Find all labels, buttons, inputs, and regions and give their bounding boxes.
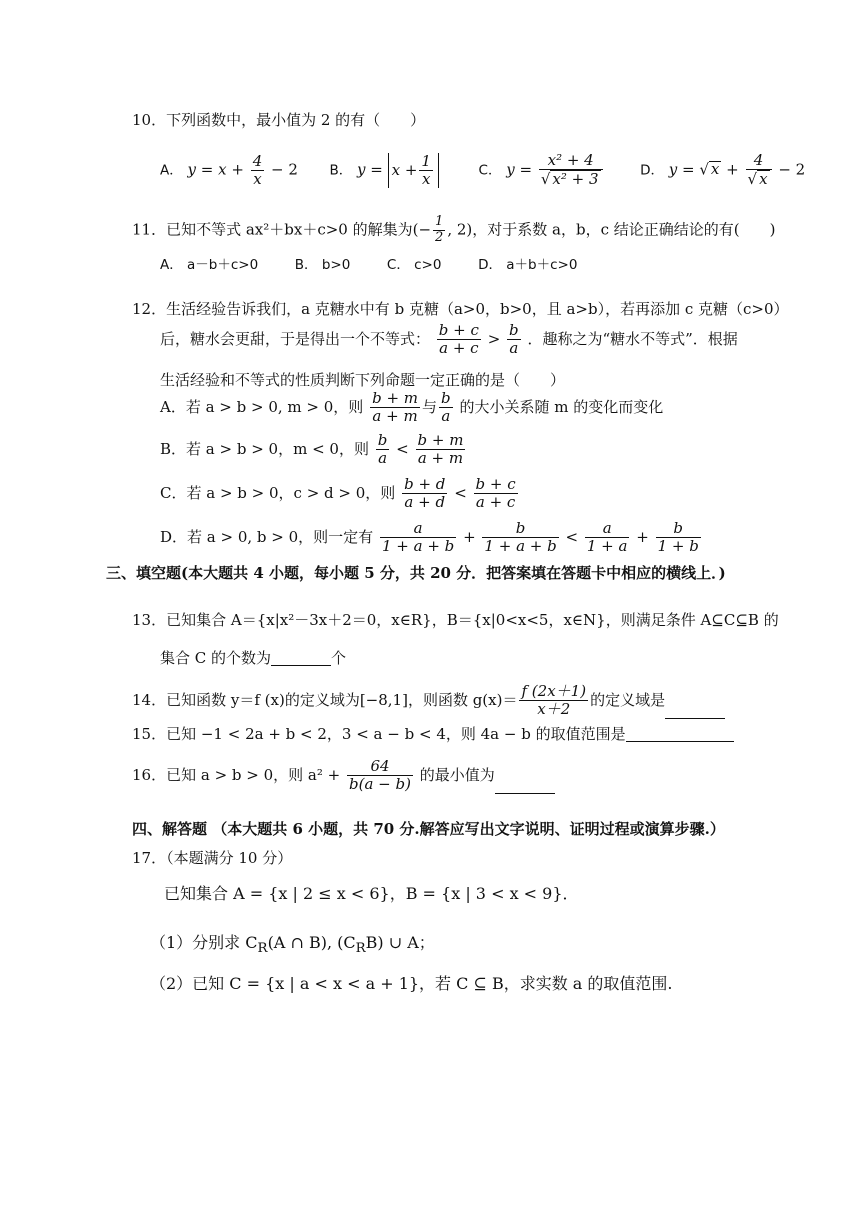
frac-den: x＋2 bbox=[519, 700, 588, 718]
frac-num: a bbox=[602, 519, 612, 537]
q12-option-a bbox=[160, 390, 663, 426]
frac-num: b + c bbox=[438, 321, 479, 339]
q13-line2-b: 个 bbox=[331, 649, 347, 667]
q10-option-b-label: B． bbox=[329, 162, 353, 179]
sqrt-icon: √ bbox=[699, 160, 709, 179]
q16-answer-blank[interactable] bbox=[495, 779, 555, 794]
q10-d-fraction bbox=[746, 152, 772, 189]
q11-stem-a: 11．已知不等式 ax²＋bx＋c>0 的解集为(− bbox=[132, 220, 432, 239]
q12-d-lt: < bbox=[565, 527, 579, 546]
q12-d-plus2: + bbox=[636, 527, 649, 546]
q10-option-a-label: A． bbox=[160, 162, 183, 179]
frac-den: 1 + a + b bbox=[381, 537, 455, 556]
q14-text-b: 的定义域是 bbox=[590, 690, 666, 709]
q12-sugar-frac1 bbox=[437, 322, 481, 358]
q12-b-frac2 bbox=[416, 432, 466, 468]
q11-option-b: B． b>0 bbox=[294, 257, 351, 273]
q10-stem: 10．下列函数中，最小值为 2 的有（ ） bbox=[132, 111, 426, 129]
q12-c-text: C．若 a > b > 0，c > d > 0，则 bbox=[160, 483, 396, 502]
frac-den: 2 bbox=[435, 229, 444, 245]
q10-d-tail: − 2 bbox=[778, 160, 806, 179]
q12-line1: 12．生活经验告诉我们，a 克糖水中有 b 克糖（a>0，b>0，且 a>b），若再添加 c 克糖（c>0） bbox=[132, 300, 789, 318]
q12-gt: > bbox=[487, 329, 501, 348]
q10-options bbox=[160, 152, 805, 189]
q10-c-lhs: y = bbox=[506, 160, 533, 179]
frac-num: b bbox=[377, 431, 388, 449]
q12-b-lt: < bbox=[396, 439, 409, 458]
q12-d-frac2 bbox=[482, 520, 558, 556]
q12-b-frac1 bbox=[376, 432, 390, 468]
frac-den: √ x bbox=[746, 169, 772, 188]
q14-text-a: 14．已知函数 y＝f (x)的定义域为[−8,1]，则函数 g(x)＝ bbox=[132, 690, 518, 709]
q17-p1-c: B) ∪ A； bbox=[365, 933, 435, 952]
q13-line2-a: 集合 C 的个数为 bbox=[160, 649, 272, 667]
frac-num: 4 bbox=[753, 151, 764, 169]
q14-fraction bbox=[519, 683, 588, 719]
q10-a-lhs: y = x + bbox=[187, 160, 244, 179]
frac-den: 1 + a bbox=[586, 537, 628, 556]
frac-den: b(a − b) bbox=[349, 775, 411, 794]
q12-line2-a: 后，糖水会更甜，于是得出一个不等式： bbox=[160, 329, 431, 348]
q17-given: 已知集合 A = {x | 2 ≤ x < 6}，B = {x | 3 < x < 9}． bbox=[164, 884, 579, 903]
frac-den: 1 + a + b bbox=[484, 537, 557, 556]
q11-options bbox=[160, 259, 577, 273]
q17-p1-b: (A ∩ B), (C bbox=[267, 933, 356, 952]
section-3-heading: 三、填空题(本大题共 4 小题，每小题 5 分，共 20 分．把答案填在答题卡中相应的横线上．) bbox=[106, 564, 726, 582]
q12-a-frac1 bbox=[370, 390, 420, 426]
q16-text-b: 的最小值为 bbox=[419, 765, 495, 784]
sqrt-content: x² + 3 bbox=[552, 170, 599, 189]
q16-fraction bbox=[347, 758, 413, 794]
frac-num: f (2x＋1) bbox=[521, 682, 587, 700]
q12-c-frac2 bbox=[474, 476, 518, 512]
q17-part2: （2）已知 C = {x | a < x < a + 1}，若 C ⊆ B，求实数 a 的取值范围. bbox=[150, 974, 673, 993]
q10-a-tail: − 2 bbox=[271, 160, 298, 179]
q12-option-d bbox=[160, 520, 703, 556]
q11-stem-b: , 2)，对于系数 a，b，c 结论正确结论的有( ) bbox=[447, 220, 776, 239]
q12-sugar-frac2 bbox=[507, 322, 521, 358]
frac-den: 1 + b bbox=[657, 537, 699, 556]
frac-num: b + m bbox=[372, 389, 419, 407]
q16-line bbox=[132, 758, 555, 794]
q11-stem bbox=[132, 215, 775, 246]
frac-den: x bbox=[419, 170, 433, 188]
q15-line bbox=[132, 727, 734, 742]
frac-num: b bbox=[441, 389, 451, 407]
frac-num: 1 bbox=[421, 151, 431, 170]
abs-x: x + bbox=[391, 160, 418, 179]
q12-b-text: B．若 a > b > 0，m < 0，则 bbox=[160, 439, 369, 458]
frac-num: b + m bbox=[417, 431, 464, 449]
frac-num: b + d bbox=[404, 475, 446, 493]
q11-fraction bbox=[433, 215, 445, 246]
q12-a-mid: 与 bbox=[422, 397, 438, 416]
frac-num: 4 bbox=[252, 151, 263, 170]
q10-option-c-label: C． bbox=[478, 162, 502, 179]
q15-text: 15．已知 −1 < 2a + b < 2，3 < a − b < 4，则 4a − b 的取值范围是 bbox=[132, 725, 626, 743]
q17-heading: 17．（本题满分 10 分） bbox=[132, 849, 293, 867]
q11-option-a: A． a－b＋c>0 bbox=[160, 257, 259, 273]
frac-den: a bbox=[439, 407, 453, 425]
q12-d-frac4 bbox=[656, 520, 701, 556]
frac-num: b bbox=[515, 519, 526, 537]
frac-num: b bbox=[673, 519, 684, 537]
frac-den: a + m bbox=[416, 449, 466, 467]
frac-num: 64 bbox=[370, 757, 390, 775]
q11-option-c: C． c>0 bbox=[386, 257, 442, 273]
q12-line3: 生活经验和不等式的性质判断下列命题一定正确的是（ ） bbox=[160, 371, 566, 389]
q12-d-text: D．若 a > 0, b > 0，则一定有 bbox=[160, 527, 374, 546]
q12-a-frac2 bbox=[439, 390, 453, 426]
q17-part1 bbox=[150, 935, 435, 956]
frac-den: a + d bbox=[402, 493, 447, 511]
q10-b-abs bbox=[388, 153, 439, 189]
frac-num: 1 bbox=[435, 214, 444, 229]
q10-a-fraction bbox=[251, 153, 265, 189]
q12-line2-b: ．趣称之为“糖水不等式”．根据 bbox=[527, 329, 738, 348]
q13-line2 bbox=[160, 651, 346, 666]
frac-den: x bbox=[251, 170, 265, 188]
q10-c-fraction bbox=[539, 152, 603, 189]
q12-a-text: A．若 a > b > 0, m > 0，则 bbox=[160, 397, 364, 416]
frac-num: b bbox=[509, 321, 519, 339]
q10-d-lhs: y = bbox=[668, 160, 695, 179]
frac-den: a + m bbox=[370, 407, 420, 425]
sqrt-content: x bbox=[759, 170, 768, 189]
q10-b-lhs: y = bbox=[357, 160, 383, 179]
frac-den: a + c bbox=[437, 339, 481, 357]
q10-b-fraction bbox=[419, 153, 433, 189]
q12-option-b bbox=[160, 432, 467, 468]
q12-line2 bbox=[160, 322, 738, 358]
q12-d-frac1 bbox=[380, 520, 456, 556]
q10-d-plus: + bbox=[726, 160, 739, 179]
q12-c-lt: < bbox=[454, 483, 467, 502]
frac-den: a bbox=[507, 339, 521, 357]
q14-line bbox=[132, 683, 725, 719]
q13-answer-blank[interactable] bbox=[271, 651, 331, 666]
q12-d-plus1: + bbox=[463, 527, 476, 546]
q12-c-frac1 bbox=[402, 476, 447, 512]
q17-p1-sub: R bbox=[257, 941, 268, 957]
frac-num: x² + 4 bbox=[547, 151, 594, 169]
section-4-heading: 四、解答题 （本大题共 6 小题，共 70 分.解答应写出文字说明、证明过程或演算步骤.） bbox=[132, 820, 725, 838]
frac-den: √ x² + 3 bbox=[539, 169, 603, 188]
q14-answer-blank[interactable] bbox=[665, 704, 725, 719]
q10-d-sqrt: x bbox=[710, 160, 720, 179]
frac-den: a + c bbox=[474, 493, 518, 511]
q15-answer-blank[interactable] bbox=[626, 727, 734, 742]
q12-d-frac3 bbox=[585, 520, 630, 556]
q17-p1-a: （1）分别求 C bbox=[150, 933, 258, 952]
q10-option-d-label: D． bbox=[640, 162, 664, 179]
q12-option-c bbox=[160, 476, 520, 512]
frac-den: a bbox=[376, 449, 390, 467]
frac-num: b + c bbox=[475, 475, 516, 493]
q13-line1: 13．已知集合 A＝{x|x²－3x＋2＝0，x∈R}，B＝{x|0<x<5，x∈N}，则满足条件 A⊆C⊆B 的 bbox=[132, 611, 779, 629]
frac-num: a bbox=[413, 519, 423, 537]
q11-option-d: D． a＋b＋c>0 bbox=[478, 257, 578, 273]
q12-a-tail: 的大小关系随 m 的变化而变化 bbox=[459, 397, 664, 416]
q16-text-a: 16．已知 a > b > 0，则 a² + bbox=[132, 765, 341, 784]
q17-p1-sub2: R bbox=[355, 941, 366, 957]
